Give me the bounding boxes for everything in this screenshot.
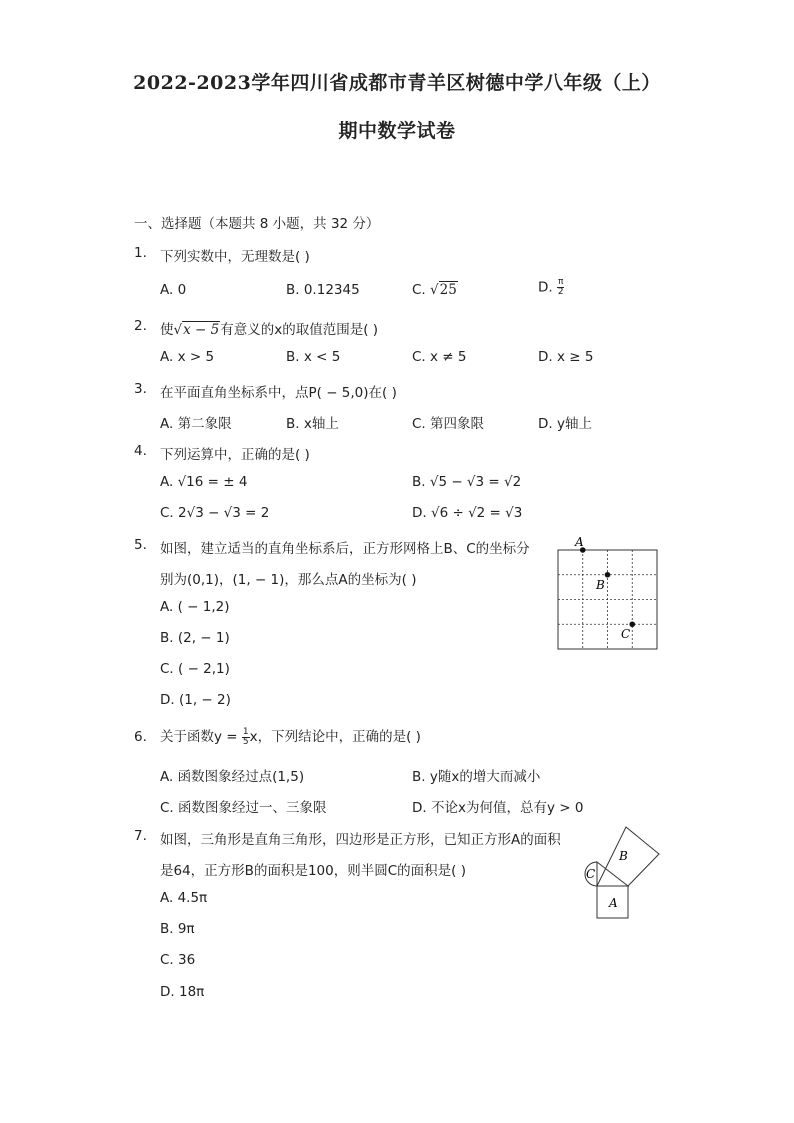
option-d: D. y轴上	[538, 416, 592, 432]
option-a: A. 0	[160, 282, 187, 298]
option-c-label: C.	[412, 282, 431, 298]
question-stem-line1: 如图，三角形是直角三角形，四边形是正方形，已知正方形A的面积	[160, 832, 561, 848]
right-triangle	[597, 862, 628, 886]
option-d: D. (1, − 2)	[160, 692, 231, 708]
option-b: B. 0.12345	[286, 282, 360, 298]
question-2: 2. 使√x − 5有意义的x的取值范围是( )	[134, 318, 379, 338]
option-a: A. ( − 1,2)	[160, 599, 230, 615]
option-c: C. √25	[412, 282, 457, 298]
question-stem-post: x，下列结论中，正确的是( )	[249, 729, 421, 745]
question-stem-post: 有意义的x的取值范围是( )	[220, 322, 379, 338]
option-b: B. y随x的增大而减小	[412, 769, 541, 785]
option-c: C. 函数图象经过一、三象限	[160, 800, 327, 816]
option-a: A. 第二象限	[160, 416, 232, 432]
point-c	[629, 621, 635, 627]
stem-radicand: x − 5	[183, 322, 220, 338]
question-stem-line1: 如图，建立适当的直角坐标系后，正方形网格上B、C的坐标分	[160, 541, 530, 557]
option-b: B. x轴上	[286, 416, 339, 432]
question-stem: 下列运算中，正确的是( )	[160, 447, 310, 463]
label-b: B	[596, 578, 605, 592]
exam-title-line2: 期中数学试卷	[338, 120, 456, 142]
stem-fraction: $\frac{1}{5}$	[242, 726, 249, 747]
option-a: A. 函数图象经过点(1,5)	[160, 769, 305, 785]
option-a: A. x > 5	[160, 349, 215, 365]
option-d-fraction: $\frac{\pi}{2}$	[557, 277, 564, 297]
question-6	[134, 726, 421, 747]
option-c-radicand: 25	[439, 282, 457, 298]
question-stem-line2: 是64，正方形B的面积是100，则半圆C的面积是( )	[160, 863, 466, 879]
option-c: C. ( − 2,1)	[160, 661, 230, 677]
question-stem: 在平面直角坐标系中，点P( − 5,0)在( )	[160, 385, 397, 401]
option-c: C. 第四象限	[412, 416, 485, 432]
question-number: 2.	[134, 318, 147, 334]
option-b: B. x < 5	[286, 349, 341, 365]
option-d: D. x ≥ 5	[538, 349, 594, 365]
label-c: C	[586, 867, 596, 881]
label-a: A	[609, 896, 618, 910]
question-number: 6.	[134, 729, 147, 745]
option-c: C. 2√3 − √3 = 2	[160, 505, 270, 521]
label-c: C	[621, 627, 631, 641]
option-d: D. √6 ÷ √2 = √3	[412, 505, 523, 521]
option-d: D. 不论x为何值，总有y > 0	[412, 800, 584, 816]
question-stem-line2: 别为(0,1)，(1, − 1)，那么点A的坐标为( )	[160, 572, 417, 588]
option-c: C. x ≠ 5	[412, 349, 467, 365]
grid-figure	[552, 536, 662, 656]
option-b: B. (2, − 1)	[160, 630, 230, 646]
square-b	[597, 827, 659, 886]
question-number: 1.	[134, 245, 147, 261]
question-stem: 下列实数中，无理数是( )	[160, 249, 310, 265]
point-b	[605, 572, 611, 578]
option-d-label: D.	[538, 279, 557, 296]
pythagoras-figure	[578, 822, 668, 922]
label-a: A	[575, 536, 584, 549]
section-heading: 一、选择题（本题共 8 小题，共 32 分）	[134, 216, 380, 232]
option-a: A. 4.5π	[160, 890, 208, 906]
option-b: B. 9π	[160, 921, 195, 937]
option-d	[538, 278, 564, 297]
option-c: C. 36	[160, 952, 196, 968]
question-stem-pre: 使	[160, 322, 174, 338]
question-number: 5.	[134, 537, 147, 553]
option-b: B. √5 − √3 = √2	[412, 474, 522, 490]
option-a: A. √16 = ± 4	[160, 474, 248, 490]
question-number: 4.	[134, 443, 147, 459]
question-stem-pre: 关于函数y =	[160, 729, 242, 745]
question-number: 3.	[134, 381, 147, 397]
option-d: D. 18π	[160, 984, 205, 1000]
question-number: 7.	[134, 828, 147, 844]
label-b: B	[619, 849, 628, 863]
exam-title-line1: 2022-2023学年四川省成都市青羊区树德中学八年级（上）	[133, 72, 661, 94]
